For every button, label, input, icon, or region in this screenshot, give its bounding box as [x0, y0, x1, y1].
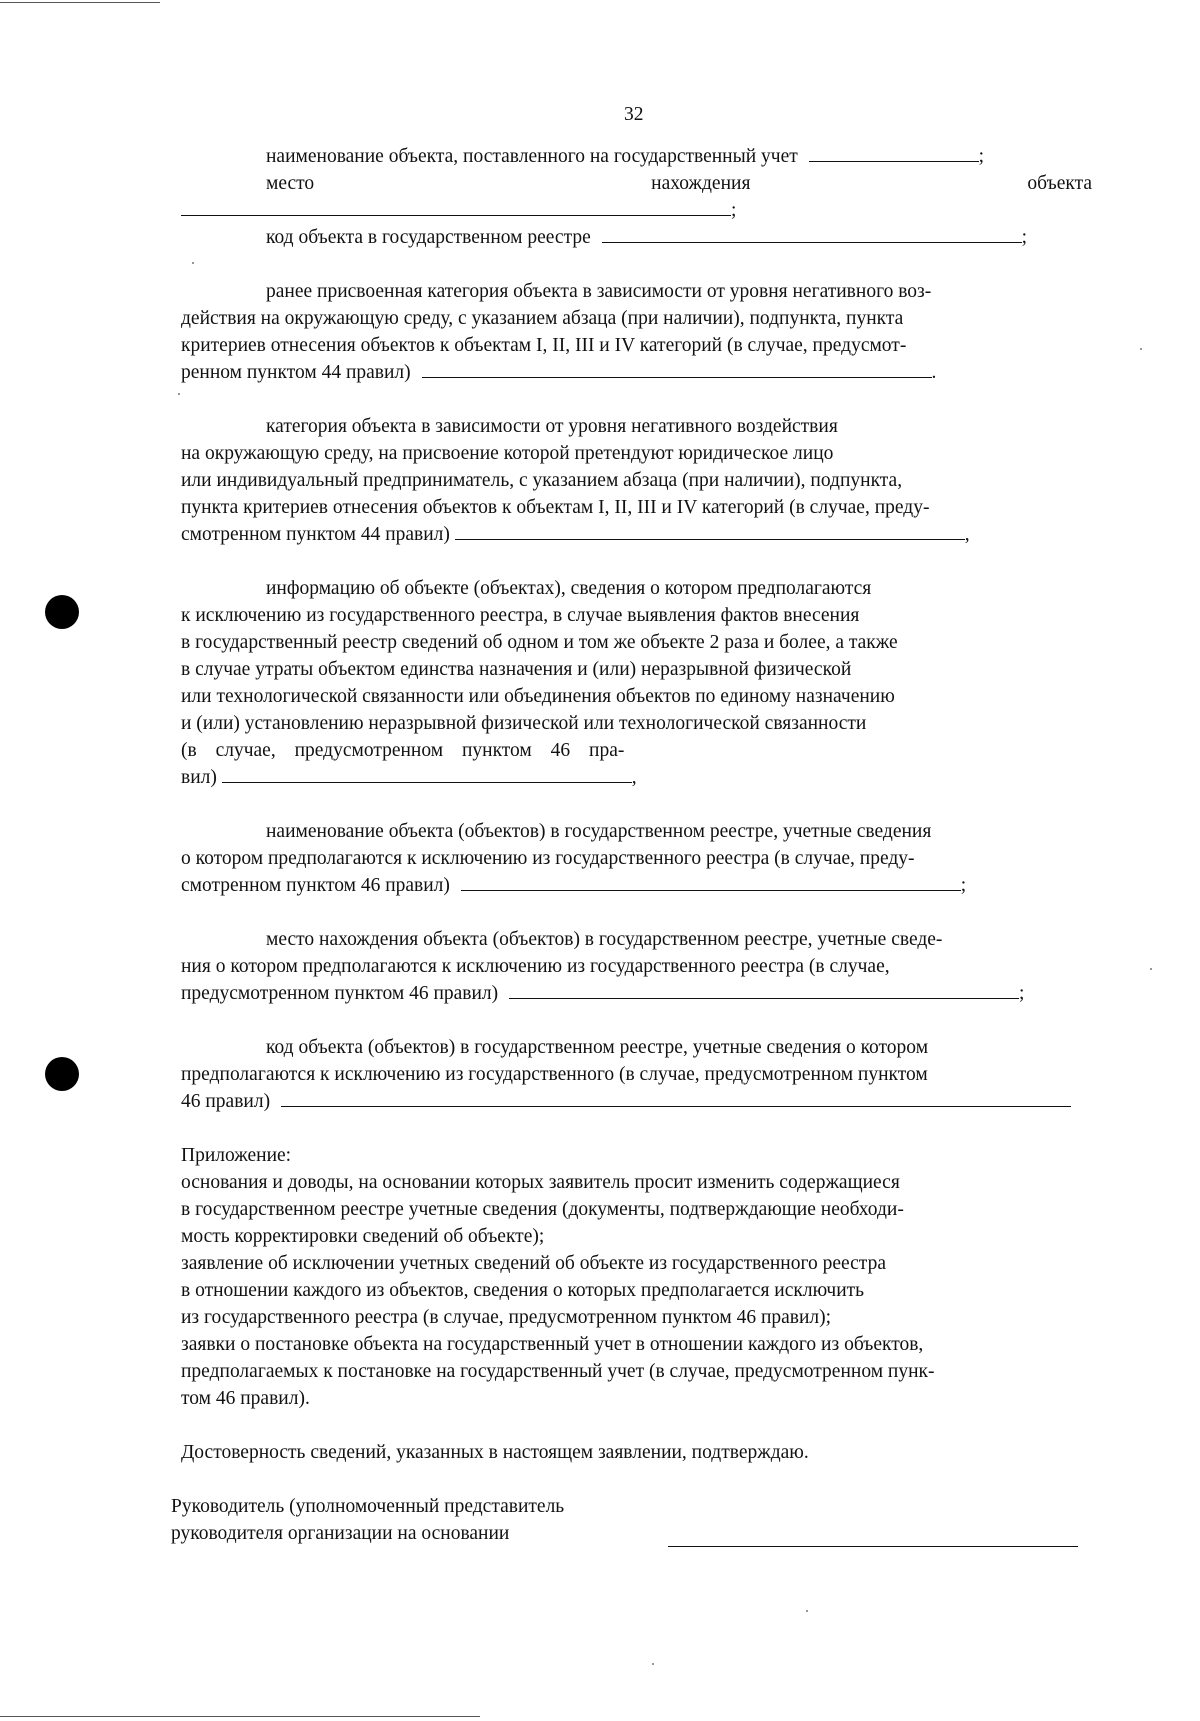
certification-statement: Достоверность сведений, указанных в настоящем заявлении, подтверждаю. [181, 1442, 809, 1463]
fill-line [422, 359, 932, 378]
appendix-item-text: мость корректировки сведений об объекте); [181, 1226, 545, 1247]
appendix-item-text: в отношении каждого из объектов, сведения о которых предполагается исключить [181, 1280, 865, 1301]
fill-line [222, 764, 632, 783]
appendix-item-text: том 46 правил). [181, 1388, 310, 1409]
page-number: 32 [624, 104, 644, 125]
exclusion-name-text: наименование объекта (объектов) в государственном реестре, учетные сведения [266, 821, 932, 842]
claimed-category-last: смотренном пунктом 44 правил) , [181, 521, 970, 548]
field-object-name-label: наименование объекта, поставленного на государственный учет [266, 146, 798, 167]
fill-line [809, 143, 979, 162]
scan-speck [192, 262, 194, 264]
scan-edge-mark-bottom [0, 1716, 480, 1717]
fill-line [181, 197, 731, 216]
signature-label: Руководитель (уполномоченный представитель [171, 1496, 565, 1517]
scan-speck [1150, 968, 1152, 970]
field-object-name: наименование объекта, поставленного на государственный учет ; [266, 143, 984, 170]
scan-speck [652, 1663, 654, 1665]
field-location-word: место [266, 173, 315, 194]
scan-edge-mark-top [0, 2, 160, 3]
appendix-item-text: предполагаемых к постановке на государственный учет (в случае, предусмотренном пунк- [181, 1361, 935, 1382]
claimed-category-text: или индивидуальный предприниматель, с указанием абзаца (при наличии), подпункта, [181, 470, 903, 491]
exclusion-location-last: предусмотренном пунктом 46 правил) ; [181, 980, 1024, 1007]
field-object-code: код объекта в государственном реестре ; [266, 224, 1027, 251]
exclusion-info-text: и (или) установлению неразрывной физической или технологической связанности [181, 713, 867, 734]
appendix-item-text: заявление об исключении учетных сведений об объекте из государственного реестра [181, 1253, 886, 1274]
appendix-heading: Приложение: [181, 1145, 292, 1166]
exclusion-location-text: место нахождения объекта (объектов) в государственном реестре, учетные сведе- [266, 929, 943, 950]
punch-hole-top [45, 595, 79, 629]
signature-line [668, 1546, 1078, 1547]
appendix-item-text: в государственном реестре учетные сведения (документы, подтверждающие необходи- [181, 1199, 904, 1220]
field-location-word: объекта [1027, 173, 1092, 194]
exclusion-name-last: смотренном пунктом 46 правил) ; [181, 872, 966, 899]
prev-category-text: критериев отнесения объектов к объектам I, II, III и IV категорий (в случае, предусмот- [181, 335, 907, 356]
appendix-item-text: из государственного реестра (в случае, предусмотренном пунктом 46 правил); [181, 1307, 832, 1328]
fill-line [602, 224, 1022, 243]
exclusion-code-text: предполагаются к исключению из государственного (в случае, предусмотренном пунктом [181, 1064, 928, 1085]
prev-category-text: действия на окружающую среду, с указанием абзаца (при наличии), подпункта, пункта [181, 308, 904, 329]
exclusion-info-text: к исключению из государственного реестра, в случае выявления фактов внесения [181, 605, 860, 626]
appendix-item-text: заявки о постановке объекта на государственный учет в отношении каждого из объектов, [181, 1334, 924, 1355]
punch-hole-bottom [45, 1057, 79, 1091]
exclusion-code-last: 46 правил) [181, 1088, 1071, 1115]
field-location-fill: ; [181, 197, 736, 224]
fill-line [455, 521, 965, 540]
scan-speck [1140, 348, 1142, 350]
fill-line [461, 872, 961, 891]
exclusion-location-text: ния о котором предполагаются к исключению из государственного реестра (в случае, [181, 956, 890, 977]
fill-line [509, 980, 1019, 999]
prev-category-last: ренном пунктом 44 правил) . [181, 359, 936, 386]
exclusion-info-text: в случае утраты объектом единства назначения и (или) неразрывной физической [181, 659, 852, 680]
exclusion-info-text: в государственный реестр сведений об одном и том же объекте 2 раза и более, а также [181, 632, 898, 653]
scan-speck [806, 1610, 808, 1612]
prev-category-text: ранее присвоенная категория объекта в зависимости от уровня негативного воз- [266, 281, 932, 302]
signature-label: руководителя организации на основании [171, 1523, 510, 1544]
exclusion-info-text: (в случае, предусмотренном пунктом 46 пра- [181, 740, 625, 761]
exclusion-info-text: или технологической связанности или объединения объектов по единому назначению [181, 686, 895, 707]
field-location-word: нахождения [651, 173, 751, 194]
fill-line [281, 1088, 1071, 1107]
field-location [266, 170, 1092, 197]
claimed-category-text: на окружающую среду, на присвоение которой претендуют юридическое лицо [181, 443, 834, 464]
scan-speck [178, 393, 180, 395]
exclusion-info-text: информацию об объекте (объектах), сведения о котором предполагаются [266, 578, 872, 599]
field-object-code-label: код объекта в государственном реестре [266, 227, 591, 248]
claimed-category-text: пункта критериев отнесения объектов к объектам I, II, III и IV категорий (в случае, преду- [181, 497, 930, 518]
appendix-item-text: основания и доводы, на основании которых заявитель просит изменить содержащиеся [181, 1172, 900, 1193]
exclusion-info-last: вил) , [181, 764, 637, 791]
claimed-category-text: категория объекта в зависимости от уровня негативного воздействия [266, 416, 838, 437]
exclusion-name-text: о котором предполагаются к исключению из государственного реестра (в случае, преду- [181, 848, 915, 869]
exclusion-code-text: код объекта (объектов) в государственном реестре, учетные сведения о котором [266, 1037, 929, 1058]
